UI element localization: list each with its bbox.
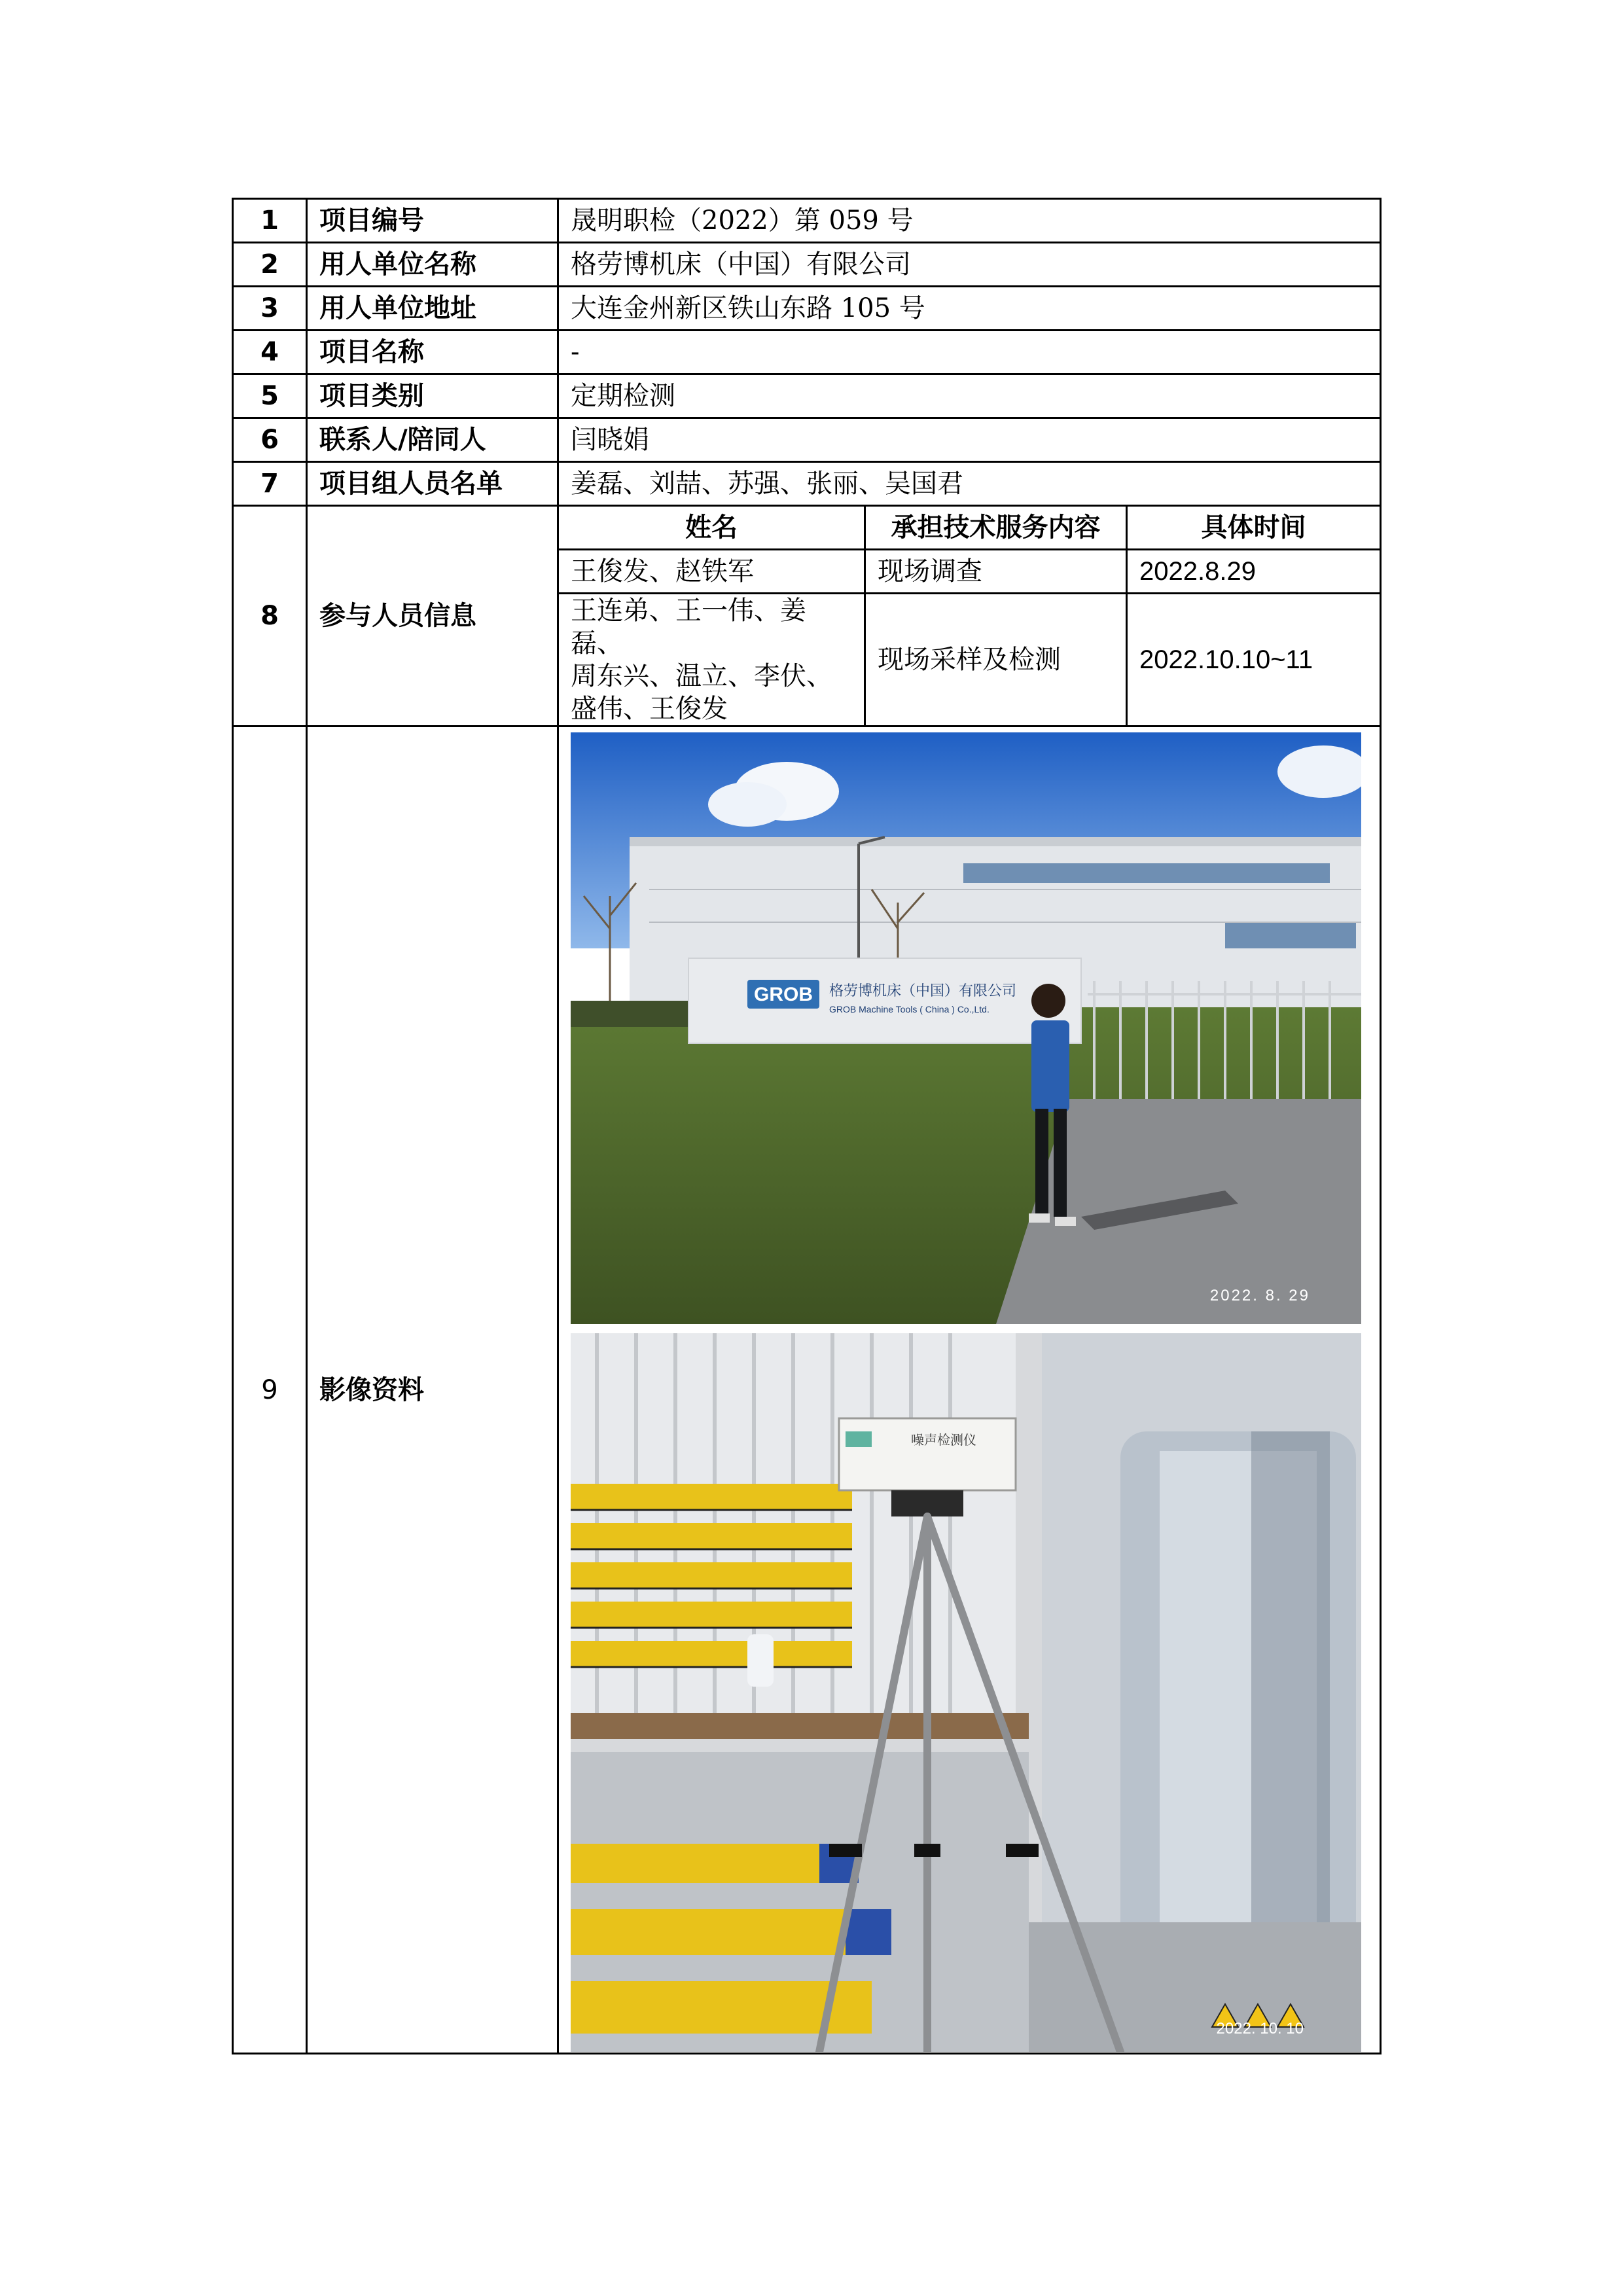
row-label: 参与人员信息	[307, 506, 558, 726]
participant-service: 现场采样及检测	[865, 594, 1127, 726]
row-value: 大连金州新区铁山东路 105 号	[558, 287, 1381, 331]
row-label: 项目组人员名单	[307, 462, 558, 506]
header-service: 承担技术服务内容	[865, 506, 1127, 550]
participant-service: 现场调查	[865, 550, 1127, 594]
sign-logo-text: GROB	[754, 984, 813, 1005]
sign-english-text: GROB Machine Tools ( China ) Co.,Ltd.	[829, 1004, 990, 1014]
row-value: 晟明职检（2022）第 059 号	[558, 199, 1381, 243]
row-number: 3	[233, 287, 307, 331]
row-number: 9	[233, 726, 307, 2054]
row-contact	[233, 418, 1381, 462]
participant-names: 王俊发、赵铁军	[558, 550, 865, 594]
header-time: 具体时间	[1127, 506, 1381, 550]
device-label-text: 噪声检测仪	[911, 1432, 976, 1448]
row-value: 格劳博机床（中国）有限公司	[558, 243, 1381, 287]
participant-names-line: 盛伟、王俊发	[571, 694, 728, 724]
row-project-number	[233, 199, 1381, 243]
site-photo-sampling	[571, 1333, 1361, 2052]
image-cell	[558, 726, 1381, 2054]
participant-time: 2022.10.10~11	[1127, 594, 1381, 726]
row-label: 用人单位地址	[307, 287, 558, 331]
row-label: 项目编号	[307, 199, 558, 243]
participants-header-row	[233, 506, 1381, 550]
sign-chinese-text: 格劳博机床（中国）有限公司	[829, 983, 1017, 999]
row-team-members	[233, 462, 1381, 506]
header-name: 姓名	[558, 506, 865, 550]
row-project-category	[233, 374, 1381, 418]
row-label: 项目类别	[307, 374, 558, 418]
participant-names	[558, 594, 865, 726]
row-value: 姜磊、刘喆、苏强、张丽、吴国君	[558, 462, 1381, 506]
participant-names-line: 周东兴、温立、李伏、	[571, 661, 832, 691]
project-info-table	[232, 198, 1382, 2054]
row-employer-name	[233, 243, 1381, 287]
factory-photo-image	[571, 732, 1361, 1324]
row-number: 4	[233, 331, 307, 374]
sampling-photo-image	[571, 1333, 1361, 2052]
photo-date-stamp: 2022. 10. 10	[1216, 2020, 1304, 2037]
row-number: 5	[233, 374, 307, 418]
participant-names-line: 王连弟、王一伟、姜磊、	[571, 596, 806, 658]
row-label: 项目名称	[307, 331, 558, 374]
site-photo-factory	[571, 732, 1361, 1324]
row-label: 影像资料	[307, 726, 558, 2054]
row-number: 2	[233, 243, 307, 287]
row-label: 联系人/陪同人	[307, 418, 558, 462]
photo-date-stamp: 2022. 8. 29	[1209, 1287, 1310, 1304]
row-value: 闫晓娟	[558, 418, 1381, 462]
row-number: 7	[233, 462, 307, 506]
row-number: 1	[233, 199, 307, 243]
participant-time: 2022.8.29	[1127, 550, 1381, 594]
row-value: -	[558, 331, 1381, 374]
row-label: 用人单位名称	[307, 243, 558, 287]
row-number: 6	[233, 418, 307, 462]
row-images	[233, 726, 1381, 2054]
row-value: 定期检测	[558, 374, 1381, 418]
row-employer-address	[233, 287, 1381, 331]
row-project-name	[233, 331, 1381, 374]
row-number: 8	[233, 506, 307, 726]
